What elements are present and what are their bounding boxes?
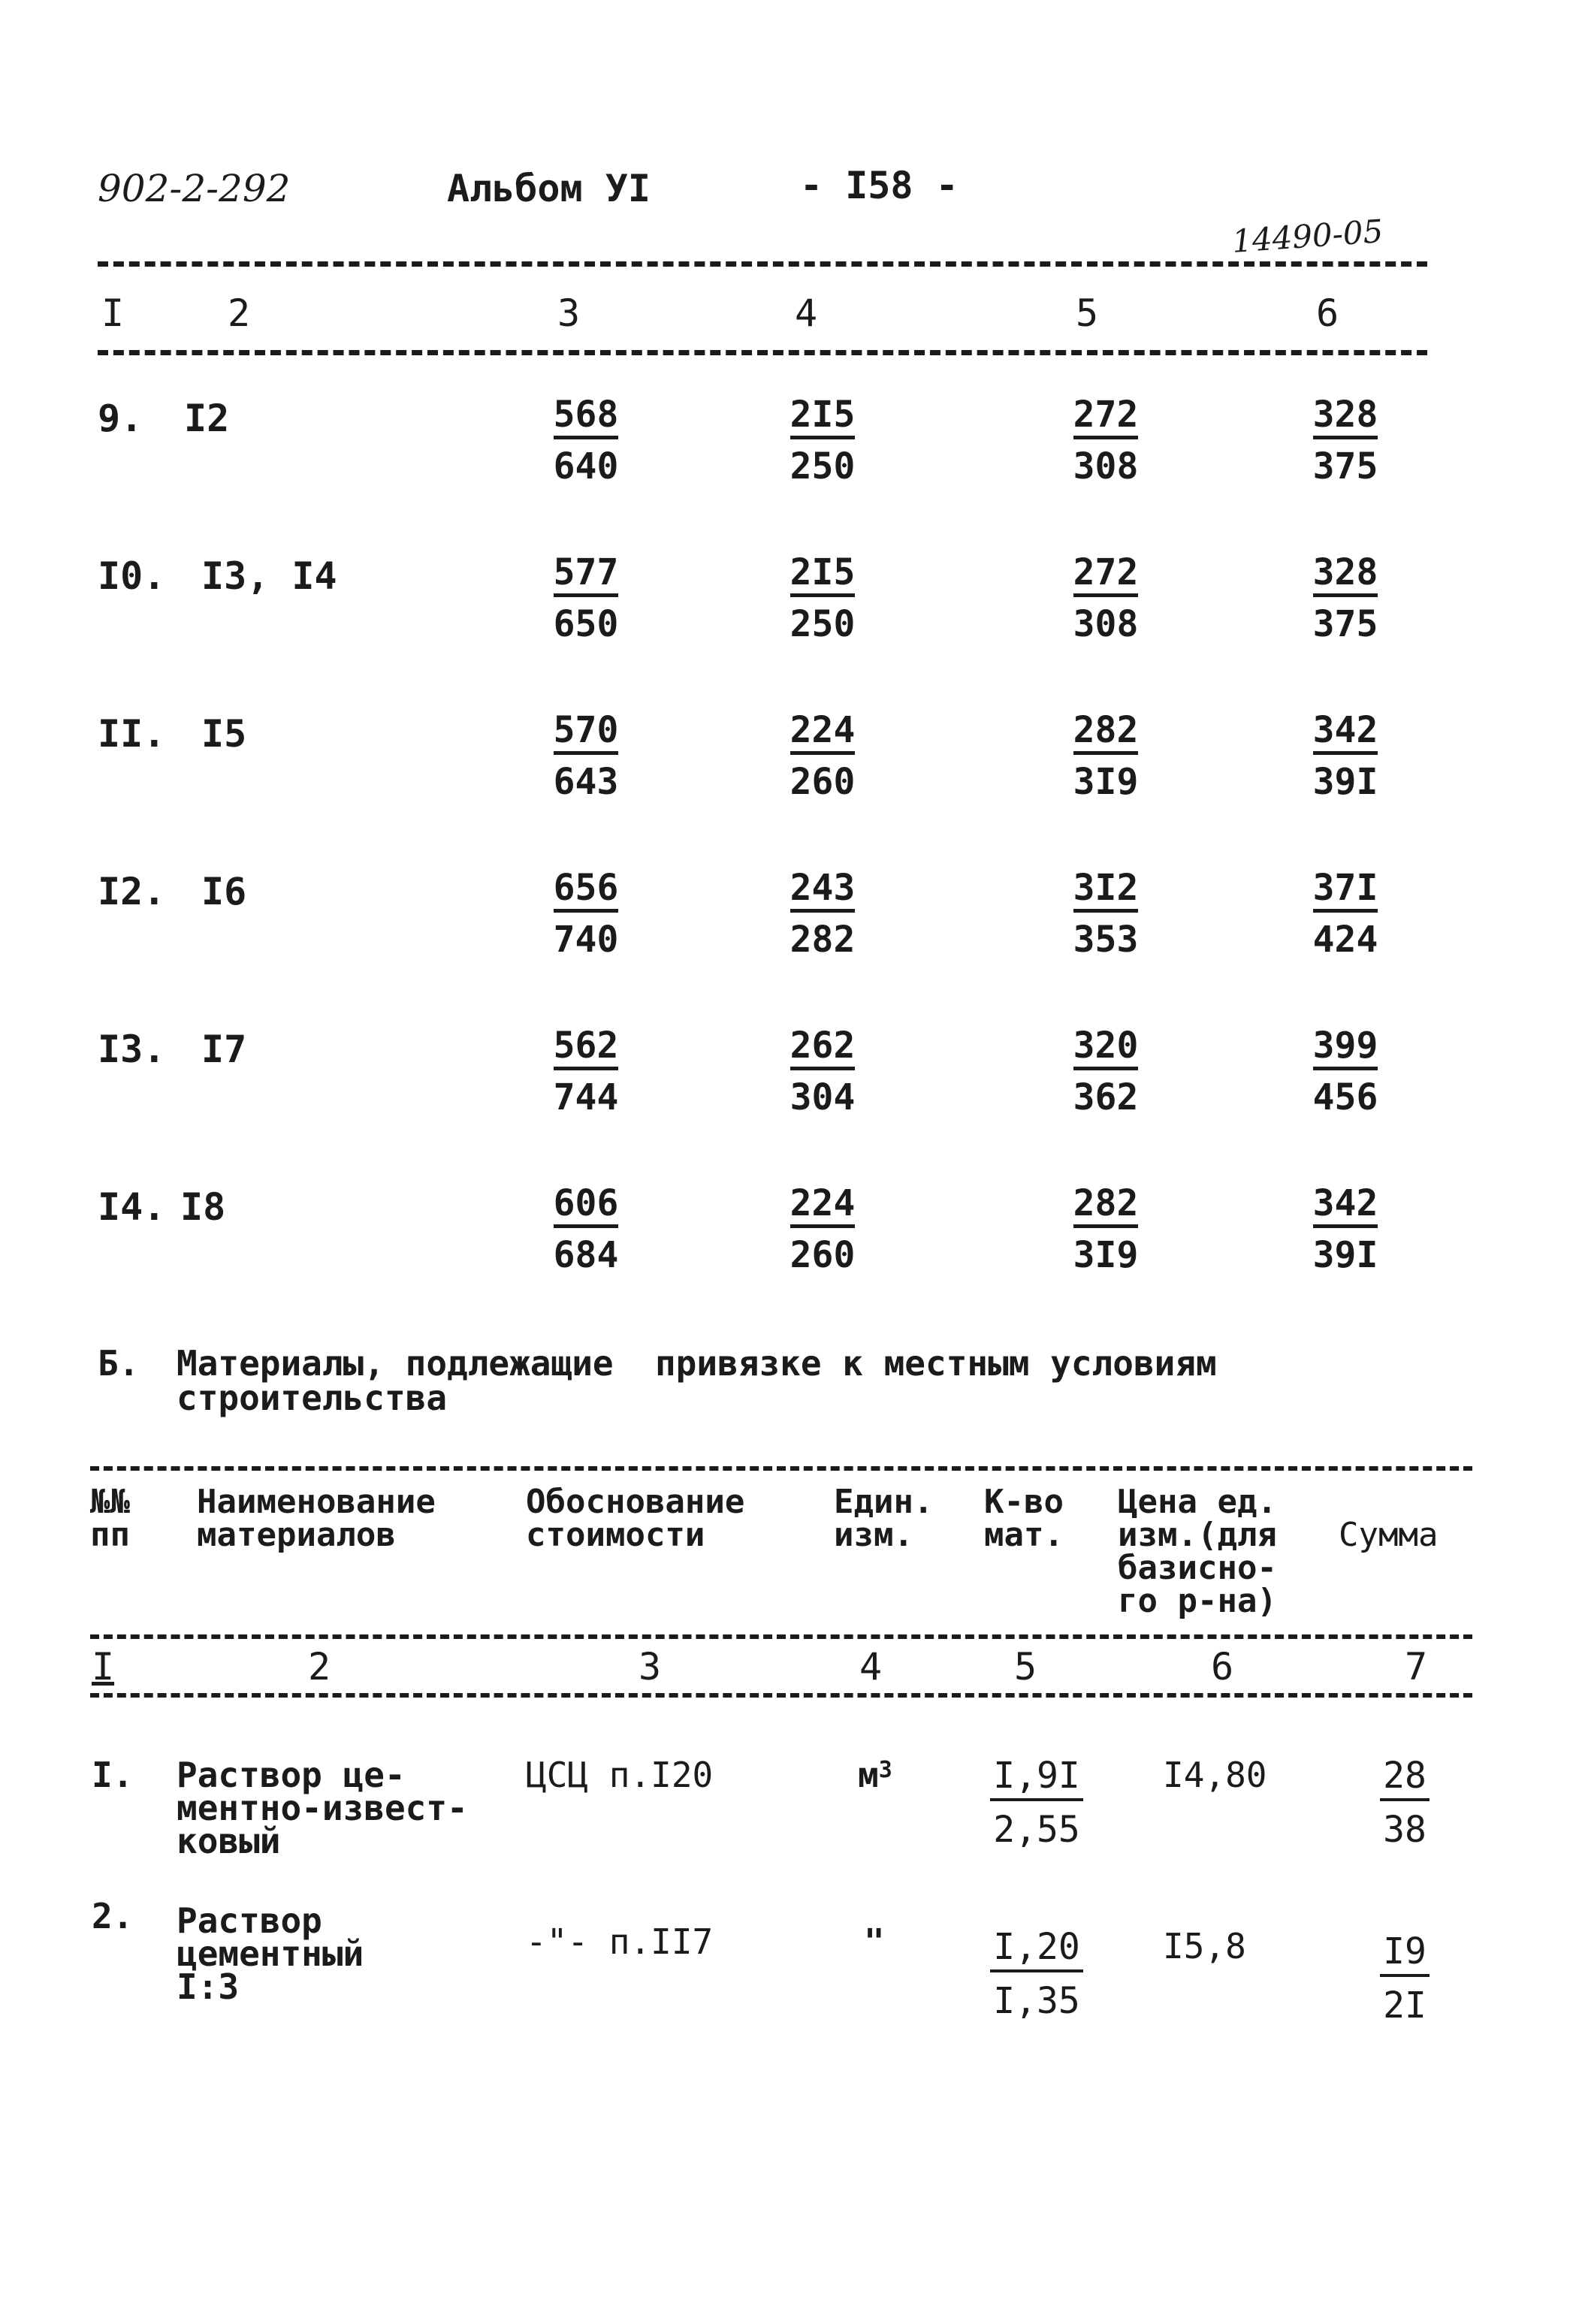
table-a-header-divider [98,350,1427,355]
col-num-4: 4 [795,291,818,335]
row-name-line1: Раствор [177,1900,322,1941]
header-price-line4: го р-на) [1118,1582,1277,1620]
value-col5: $\frac{3I2}{353}$ [1073,867,1139,961]
row-index: I0. [98,554,166,598]
col-num-4: 4 [859,1645,883,1689]
col-num-1: I [101,291,125,335]
value-col3: $\frac{562}{744}$ [553,1025,619,1118]
value-col3: $\frac{568}{640}$ [553,394,619,487]
col-num-6: 6 [1316,291,1339,335]
header-basis-line2: стоимости [526,1516,705,1554]
row-price: I4,80 [1163,1755,1267,1795]
row-name-line2: ментно-извест- [177,1788,468,1828]
value-col5: $\frac{282}{3I9}$ [1073,709,1139,803]
value-col5: $\frac{320}{362}$ [1073,1025,1139,1118]
value-col6: $\frac{37I}{424}$ [1312,867,1378,961]
value-col5: $\frac{282}{3I9}$ [1073,1182,1139,1276]
value-col3: $\frac{606}{684}$ [553,1182,619,1276]
row-sum: $\frac{I9}{2I}$ [1367,1933,1442,2024]
row-name: I7 [201,1028,247,1071]
col-num-5: 5 [1076,291,1099,335]
row-index: II. [98,712,166,756]
header-num-line1: №№ [90,1483,130,1521]
header-name-line2: материалов [197,1516,396,1554]
header-num-line2: пп [90,1516,130,1554]
header-qty-line2: мат. [984,1516,1064,1554]
value-col6: $\frac{399}{456}$ [1312,1025,1378,1118]
header-price-line3: базисно- [1118,1549,1277,1587]
section-title-line2: строительства [177,1378,448,1418]
table-a-top-divider [98,261,1427,267]
handwritten-stamp-number: 14490-05 [1230,213,1384,260]
row-name-line2: цементный [177,1933,364,1974]
table-b-column-numbers-divider [90,1693,1472,1698]
row-unit: " [864,1921,885,1962]
section-title-line1: Материалы, подлежащие привязке к местным условиям [177,1343,1217,1384]
row-sum: $\frac{28}{38}$ [1367,1758,1442,1848]
row-unit: $м^3$ [858,1755,892,1795]
row-name: I5 [201,712,247,756]
row-quantity: $\frac{I,20}{I,35}$ [977,1929,1097,2019]
album-label: Альбом УI [447,167,651,210]
col-num-3: 3 [557,291,581,335]
value-col5: $\frac{272}{308}$ [1073,394,1139,487]
value-col3: $\frac{656}{740}$ [553,867,619,961]
row-basis: ЦСЦ п.I20 [526,1755,714,1795]
row-basis: -"- п.II7 [526,1921,714,1962]
page-number: - I58 - [800,164,959,207]
value-col6: $\frac{342}{39I}$ [1312,1182,1378,1276]
value-col4: $\frac{224}{260}$ [790,1182,856,1276]
col-num-5: 5 [1014,1645,1037,1689]
row-index: I3. [98,1028,166,1071]
value-col3: $\frac{577}{650}$ [553,551,619,645]
row-index: I. [92,1755,134,1795]
header-unit-line2: изм. [834,1516,913,1554]
row-price: I5,8 [1163,1926,1246,1966]
row-name: I3, I4 [201,554,337,598]
header-basis-line1: Обоснование [526,1483,745,1521]
row-index: 9. [98,397,143,440]
row-index: I2. [98,870,166,913]
header-price-line2: изм.(для [1118,1516,1277,1554]
header-name-line1: Наименование [197,1483,436,1521]
value-col3: $\frac{570}{643}$ [553,709,619,803]
header-qty-line1: К-во [984,1483,1064,1521]
value-col4: $\frac{243}{282}$ [790,867,856,961]
col-num-2: 2 [308,1645,331,1689]
header-price-line1: Цена ед. [1118,1483,1277,1521]
col-num-3: 3 [639,1645,662,1689]
document-code: 902-2-292 [98,167,291,210]
value-col4: $\frac{224}{260}$ [790,709,856,803]
row-index: I4. [98,1185,166,1229]
value-col6: $\frac{328}{375}$ [1312,551,1378,645]
col-num-6: 6 [1211,1645,1234,1689]
value-col4: $\frac{2I5}{250}$ [790,394,856,487]
row-name-line3: I:3 [177,1966,240,2007]
value-col6: $\frac{328}{375}$ [1312,394,1378,487]
value-col4: $\frac{262}{304}$ [790,1025,856,1118]
row-name-line3: ковый [177,1821,281,1861]
value-col4: $\frac{2I5}{250}$ [790,551,856,645]
header-sum: Сумма [1339,1516,1439,1554]
header-unit-line1: Един. [834,1483,934,1521]
col-num-2: 2 [228,291,251,335]
row-name: I8 [180,1185,226,1229]
col-num-1: I [92,1645,115,1689]
row-quantity: $\frac{I,9I}{2,55}$ [977,1758,1097,1848]
section-letter: Б. [98,1343,140,1384]
row-name: I2 [184,397,230,440]
value-col6: $\frac{342}{39I}$ [1312,709,1378,803]
row-name-line1: Раствор це- [177,1755,406,1795]
col-num-7: 7 [1405,1645,1428,1689]
table-b-top-divider [90,1466,1472,1471]
value-col5: $\frac{272}{308}$ [1073,551,1139,645]
row-name: I6 [201,870,247,913]
row-index: 2. [92,1896,134,1936]
table-b-header-divider [90,1634,1472,1639]
